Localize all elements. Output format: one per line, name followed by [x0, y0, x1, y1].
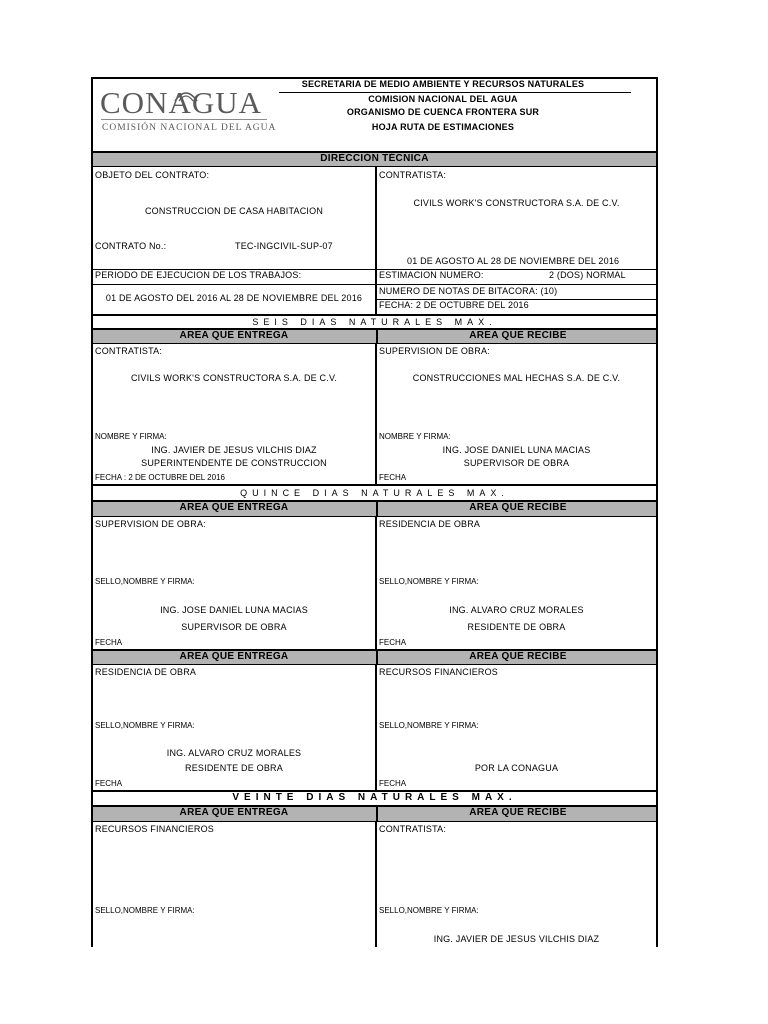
s3-right-role: POR LA CONAGUA	[474, 763, 559, 773]
section-divider	[93, 484, 656, 486]
header-line-3: ORGANISMO DE CUENCA FRONTERA SUR	[346, 107, 540, 117]
s4-right-sign-label: SELLO,NOMBRE Y FIRMA:	[379, 906, 479, 915]
water-drop-icon	[173, 89, 199, 103]
estimacion-label: ESTIMACION NUMERO:	[379, 270, 484, 280]
contratista-label: CONTRATISTA:	[379, 170, 447, 180]
row-divider	[93, 284, 656, 285]
s1-right-date: FECHA	[379, 473, 407, 482]
s1-left-role: SUPERINTENDENTE DE CONSTRUCCION	[141, 458, 327, 468]
s2-right-role: RESIDENTE DE OBRA	[467, 622, 566, 632]
s3-left-role: RESIDENTE DE OBRA	[185, 763, 283, 773]
area-recibe-label: AREA QUE RECIBE	[376, 807, 658, 821]
logo-subtitle: COMISIÓN NACIONAL DEL AGUA	[102, 123, 277, 133]
area-recibe-label: AREA QUE RECIBE	[376, 651, 658, 664]
s3-left-date: FECHA	[95, 779, 123, 788]
s1-right-role: SUPERVISOR DE OBRA	[463, 458, 570, 468]
s1-left-company: CIVILS WORK'S CONSTRUCTORA S.A. DE C.V.	[130, 373, 338, 383]
area-entrega-label: AREA QUE ENTREGA	[179, 330, 289, 341]
contrato-label: CONTRATO No.:	[95, 241, 167, 251]
s1-right-label: SUPERVISION DE OBRA:	[379, 346, 490, 356]
area-header-bar	[93, 500, 656, 517]
s2-left-role: SUPERVISOR DE OBRA	[181, 622, 287, 632]
logo-divider	[101, 119, 267, 120]
direccion-tecnica-bar	[93, 151, 656, 167]
header-line-2: COMISION NACIONAL DEL AGUA	[368, 94, 518, 104]
s1-left-label: CONTRATISTA:	[95, 346, 163, 356]
header-underline	[279, 92, 631, 93]
header-line-1: SECRETARIA DE MEDIO AMBIENTE Y RECURSOS NATURALES	[301, 79, 585, 89]
header-line-4: HOJA RUTA DE ESTIMACIONES	[371, 122, 515, 132]
area-header-bar	[93, 649, 656, 665]
s4-right-label: CONTRATISTA:	[379, 824, 447, 834]
s1-right-company: CONSTRUCCIONES MAL HECHAS S.A. DE C.V.	[412, 373, 621, 383]
s3-left-name: ING. ALVARO CRUZ MORALES	[166, 748, 302, 758]
s2-left-label: SUPERVISION DE OBRA:	[95, 519, 206, 529]
s1-right-name: ING. JOSE DANIEL LUNA MACIAS	[442, 445, 591, 455]
area-entrega-label: AREA QUE ENTREGA	[179, 807, 289, 818]
veinte-dias-title: VEINTE DIAS NATURALES MAX.	[232, 792, 517, 803]
s1-left-date: FECHA : 2 DE OCTUBRE DEL 2016	[95, 473, 225, 482]
s4-right-name: ING. JAVIER DE JESUS VILCHIS DIAZ	[433, 934, 600, 944]
area-header-bar	[93, 805, 656, 822]
fecha-estimacion: FECHA: 2 DE OCTUBRE DEL 2016	[379, 300, 529, 310]
s2-left-name: ING. JOSE DANIEL LUNA MACIAS	[160, 605, 308, 615]
s1-left-sign-label: NOMBRE Y FIRMA:	[95, 432, 167, 441]
area-header-bar	[93, 328, 656, 344]
s3-left-sign-label: SELLO,NOMBRE Y FIRMA:	[95, 721, 195, 730]
quince-dias-title: QUINCE DIAS NATURALES MAX.	[240, 488, 509, 498]
contract-dates-right: 01 DE AGOSTO AL 28 DE NOVIEMBRE DEL 2016	[407, 256, 620, 266]
notas-bitacora: NUMERO DE NOTAS DE BITACORA: (10)	[379, 286, 558, 296]
seis-dias-title: SEIS DIAS NATURALES MAX.	[252, 317, 497, 327]
periodo-value: 01 DE AGOSTO DEL 2016 AL 28 DE NOVIEMBRE DEL 2016	[105, 293, 363, 303]
s2-left-sign-label: SELLO,NOMBRE Y FIRMA:	[95, 577, 195, 586]
objeto-label: OBJETO DEL CONTRATO:	[95, 170, 210, 180]
s2-right-date: FECHA	[379, 638, 407, 647]
s3-right-label: RECURSOS FINANCIEROS	[379, 667, 499, 677]
s4-left-label: RECURSOS FINANCIEROS	[95, 824, 215, 834]
contratista-value: CIVILS WORK'S CONSTRUCTORA S.A. DE C.V.	[413, 198, 620, 208]
s2-right-label: RESIDENCIA DE OBRA	[379, 519, 481, 529]
s3-right-date: FECHA	[379, 779, 407, 788]
area-entrega-label: AREA QUE ENTREGA	[179, 651, 289, 662]
area-entrega-label: AREA QUE ENTREGA	[179, 502, 289, 513]
s1-right-sign-label: NOMBRE Y FIRMA:	[379, 432, 451, 441]
s3-left-label: RESIDENCIA DE OBRA	[95, 667, 197, 677]
direccion-tecnica-title: DIRECCIÓN TÉCNICA	[320, 153, 429, 164]
column-divider	[375, 167, 377, 315]
estimation-route-sheet	[91, 77, 658, 947]
column-divider	[375, 822, 377, 947]
objeto-value: CONSTRUCCION DE CASA HABITACION	[144, 206, 324, 216]
s2-right-name: ING. ALVARO CRUZ MORALES	[449, 605, 584, 615]
s1-left-name: ING. JAVIER DE JESUS VILCHIS DIAZ	[151, 445, 317, 455]
area-recibe-label: AREA QUE RECIBE	[376, 330, 658, 343]
periodo-label: PERIODO DE EJECUCION DE LOS TRABAJOS:	[95, 270, 302, 280]
logo-wordmark: CONAGUA	[100, 85, 262, 120]
area-recibe-label: AREA QUE RECIBE	[376, 502, 658, 516]
estimacion-value: 2 (DOS) NORMAL	[549, 270, 626, 280]
s2-right-sign-label: SELLO,NOMBRE Y FIRMA:	[379, 577, 479, 586]
s4-left-sign-label: SELLO,NOMBRE Y FIRMA:	[95, 906, 195, 915]
contrato-value: TEC-INGCIVIL-SUP-07	[235, 241, 333, 251]
s2-left-date: FECHA	[95, 638, 123, 647]
s3-right-sign-label: SELLO,NOMBRE Y FIRMA:	[379, 721, 479, 730]
